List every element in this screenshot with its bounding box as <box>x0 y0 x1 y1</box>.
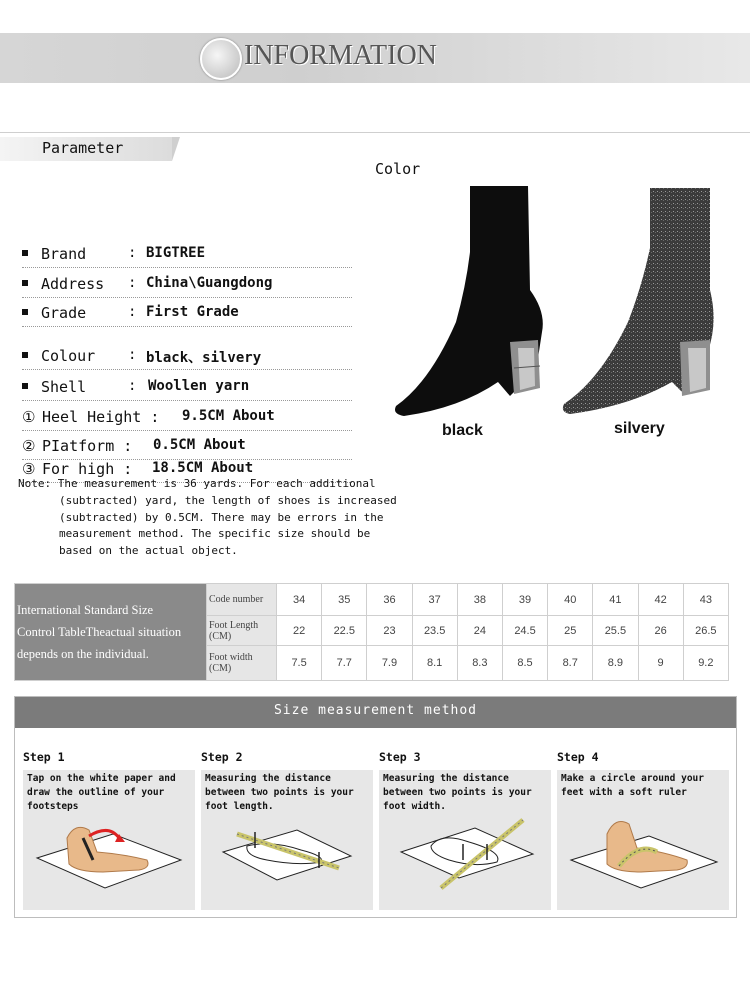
param-colon: : <box>128 275 137 291</box>
step-name: Step 3 <box>379 750 421 764</box>
number-marker: ① <box>22 408 36 426</box>
table-cell: 8.3 <box>457 646 502 681</box>
table-cell: 34 <box>277 584 322 616</box>
table-cell: 9.2 <box>683 646 728 681</box>
table-cell: 25.5 <box>593 616 638 646</box>
table-cell: 8.7 <box>548 646 593 681</box>
size-note <box>18 476 418 560</box>
param-value: 9.5CM About <box>182 408 275 424</box>
row-header: Code number <box>207 584 277 616</box>
param-key: Shell <box>41 378 87 396</box>
table-cell: 8.9 <box>593 646 638 681</box>
information-circle-icon <box>200 38 242 80</box>
measurement-title: Size measurement method <box>273 703 477 718</box>
section-divider <box>0 132 750 133</box>
black-caption: black <box>442 422 483 439</box>
param-key: Heel Height : <box>42 408 160 426</box>
table-cell: 40 <box>548 584 593 616</box>
step-2-illustration <box>201 808 373 908</box>
step-1-illustration <box>23 808 195 908</box>
param-key: For high : <box>42 460 133 478</box>
table-cell: 37 <box>412 584 457 616</box>
param-row-address <box>22 275 352 298</box>
table-cell: 38 <box>457 584 502 616</box>
note-line: Note: The measurement is 36 yards. For each additional <box>18 477 376 490</box>
table-cell: 9 <box>638 646 683 681</box>
table-cell: 8.1 <box>412 646 457 681</box>
param-colon: : <box>128 245 137 261</box>
bullet-icon <box>22 309 28 315</box>
note-line: based on the actual object. <box>59 544 238 558</box>
table-cell: 39 <box>502 584 547 616</box>
bullet-icon <box>22 383 28 389</box>
size-table-label <box>15 584 207 681</box>
param-row-platform <box>22 437 352 460</box>
table-row <box>15 584 729 616</box>
param-colon: : <box>128 304 137 320</box>
step-description: Tap on the white paper and draw the outline of your footsteps <box>27 773 176 812</box>
step-3-illustration <box>379 808 551 908</box>
table-cell: 8.5 <box>502 646 547 681</box>
table-cell: 7.5 <box>277 646 322 681</box>
label-line: International Standard Size <box>17 603 154 617</box>
row-header: Foot width (CM) <box>207 646 277 681</box>
label-line: Control TableTheactual situation <box>17 625 182 639</box>
param-value: Woollen yarn <box>148 378 250 394</box>
parameter-label: Parameter <box>42 139 124 157</box>
param-colon: : <box>128 347 137 363</box>
note-line: measurement method. The specific size should be <box>59 527 371 541</box>
param-row-shell <box>22 378 352 401</box>
table-cell: 24 <box>457 616 502 646</box>
param-key: Colour <box>41 347 96 365</box>
param-key: PIatform : <box>42 437 133 455</box>
param-key: Address <box>41 275 105 293</box>
bullet-icon <box>22 280 28 286</box>
param-value: 0.5CM About <box>153 437 246 453</box>
param-row-colour <box>22 347 352 370</box>
silvery-boot-image <box>560 186 720 418</box>
param-key: Grade <box>41 304 87 322</box>
param-row-grade <box>22 304 352 327</box>
size-table <box>14 583 729 681</box>
param-value: First Grade <box>146 304 239 320</box>
table-cell: 23 <box>367 616 412 646</box>
step-4 <box>557 750 729 798</box>
param-key: Brand <box>41 245 87 263</box>
silvery-caption: silvery <box>614 420 665 437</box>
table-cell: 43 <box>683 584 728 616</box>
table-cell: 23.5 <box>412 616 457 646</box>
note-line: (subtracted) by 0.5CM. There may be errors in the <box>59 510 384 524</box>
param-value: 18.5CM About <box>152 460 254 476</box>
number-marker: ② <box>22 437 36 455</box>
note-line: (subtracted) yard, the length of shoes is increased <box>59 493 397 507</box>
step-description: Measuring the distance between two points is your foot length. <box>205 773 354 812</box>
table-cell: 7.7 <box>322 646 367 681</box>
information-title: INFORMATION <box>244 40 437 71</box>
param-colon: : <box>128 378 137 394</box>
step-name: Step 4 <box>557 750 599 764</box>
step-name: Step 2 <box>201 750 243 764</box>
param-value: BIGTREE <box>146 245 206 261</box>
param-row-heel-height <box>22 408 352 431</box>
table-cell: 22.5 <box>322 616 367 646</box>
table-cell: 26.5 <box>683 616 728 646</box>
table-cell: 36 <box>367 584 412 616</box>
step-3 <box>379 750 551 812</box>
row-header: Foot Length (CM) <box>207 616 277 646</box>
table-cell: 24.5 <box>502 616 547 646</box>
step-name: Step 1 <box>23 750 65 764</box>
table-cell: 25 <box>548 616 593 646</box>
step-2 <box>201 750 373 812</box>
param-row-brand <box>22 245 352 268</box>
table-cell: 35 <box>322 584 367 616</box>
param-value: China\Guangdong <box>146 275 273 291</box>
black-boot-image <box>390 182 550 420</box>
step-4-illustration <box>557 808 729 908</box>
step-description: Measuring the distance between two points is your foot width. <box>383 773 532 812</box>
bullet-icon <box>22 352 28 358</box>
label-line: depends on the individual. <box>17 647 149 661</box>
color-title: Color <box>375 160 421 178</box>
param-value: black、silvery <box>146 350 262 366</box>
number-marker: ③ <box>22 460 36 478</box>
table-cell: 7.9 <box>367 646 412 681</box>
table-cell: 41 <box>593 584 638 616</box>
table-cell: 26 <box>638 616 683 646</box>
table-cell: 42 <box>638 584 683 616</box>
bullet-icon <box>22 250 28 256</box>
table-cell: 22 <box>277 616 322 646</box>
step-description: Make a circle around your feet with a soft ruler <box>561 773 704 798</box>
step-1 <box>23 750 195 812</box>
